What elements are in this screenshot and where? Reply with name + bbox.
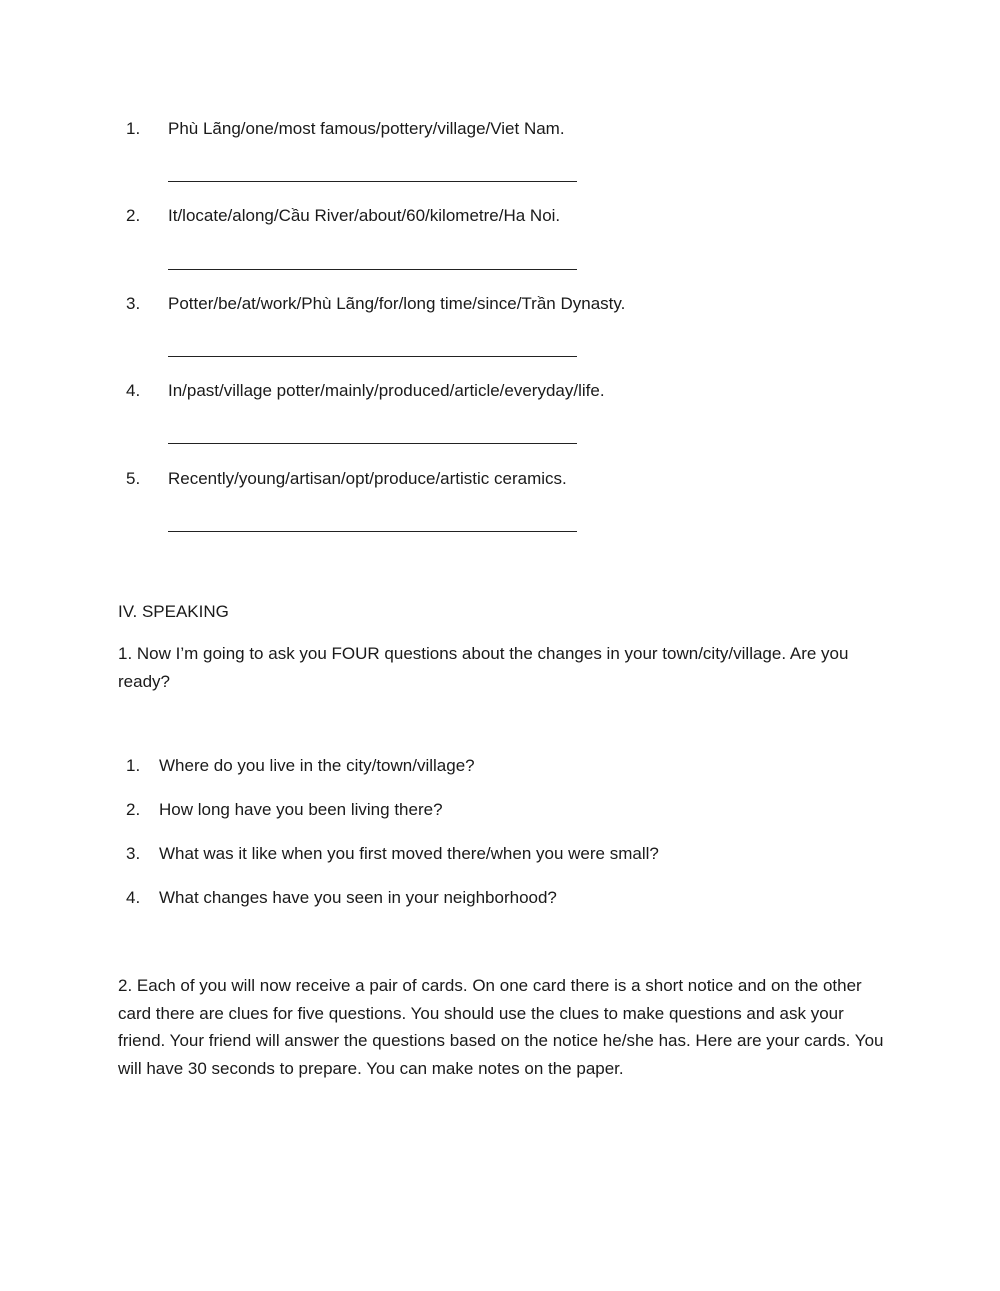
exercise-item-prompt: Recently/young/artisan/opt/produce/artistic ceramics. bbox=[168, 469, 567, 488]
section-heading-speaking: IV. SPEAKING bbox=[118, 602, 229, 621]
question-number: 3. bbox=[126, 844, 141, 863]
question-number: 1. bbox=[126, 756, 141, 775]
exercise-item-prompt: Phù Lãng/one/most famous/pottery/village/Viet Nam. bbox=[168, 119, 565, 138]
exercise-item-prompt: Potter/be/at/work/Phù Lãng/for/long time/since/Trần Dynasty. bbox=[168, 294, 626, 313]
exercise-item-prompt: It/locate/along/Cầu River/about/60/kilometre/Ha Noi. bbox=[168, 206, 561, 225]
exercise-item-prompt: In/past/village potter/mainly/produced/article/everyday/life. bbox=[168, 381, 605, 400]
question-text: Where do you live in the city/town/village? bbox=[159, 756, 475, 775]
exercise-item-number: 3. bbox=[126, 294, 141, 313]
answer-line-5[interactable] bbox=[168, 531, 577, 532]
exercise-item-number: 1. bbox=[126, 119, 141, 138]
question-number: 4. bbox=[126, 888, 141, 907]
answer-line-3[interactable] bbox=[168, 356, 577, 357]
speaking-part1-intro: 1. Now I’m going to ask you FOUR questions about the changes in your town/city/village. Are you ready? bbox=[118, 644, 849, 691]
answer-line-4[interactable] bbox=[168, 443, 577, 444]
answer-line-2[interactable] bbox=[168, 269, 577, 270]
question-text: How long have you been living there? bbox=[159, 800, 443, 819]
question-text: What was it like when you first moved there/when you were small? bbox=[159, 844, 659, 863]
question-number: 2. bbox=[126, 800, 141, 819]
speaking-part2-intro: 2. Each of you will now receive a pair of cards. On one card there is a short notice and on the other card there are clues for five questions. You should use the clues to make questions and ask your friend. Your friend will answer the questions based on the notice he/she has. Here are your cards. You will have 30 seconds to prepare. You can make notes on the paper. bbox=[118, 976, 884, 1078]
exercise-item-number: 4. bbox=[126, 381, 141, 400]
question-text: What changes have you seen in your neighborhood? bbox=[159, 888, 557, 907]
exercise-item-number: 2. bbox=[126, 206, 141, 225]
answer-line-1[interactable] bbox=[168, 181, 577, 182]
exercise-item-number: 5. bbox=[126, 469, 141, 488]
